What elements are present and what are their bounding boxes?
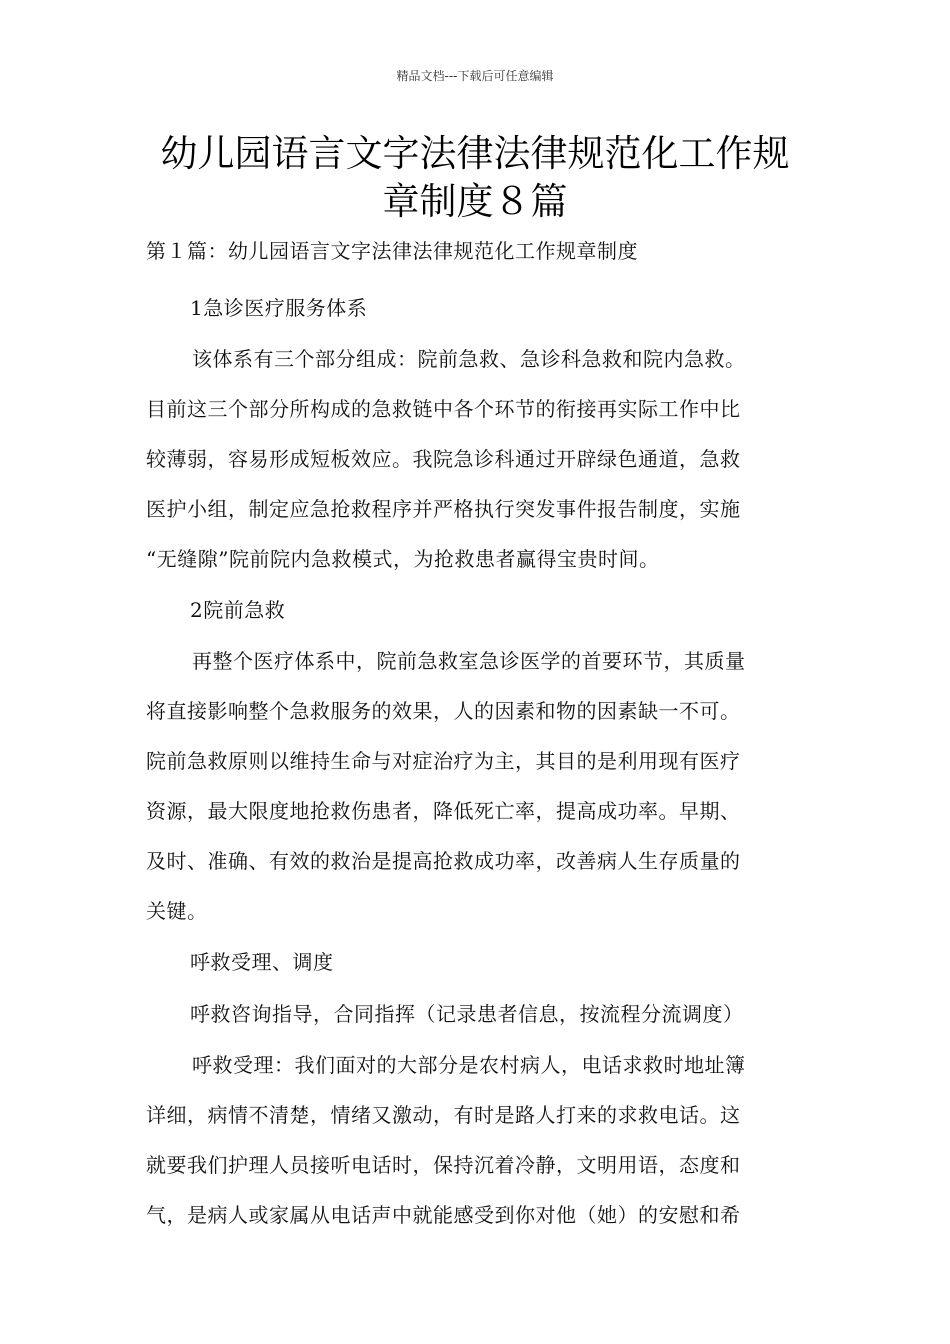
paragraph-line: 院前急救原则以维持生命与对症治疗为主，其目的是利用现有医疗 — [146, 749, 741, 773]
paragraph-line: 医护小组，制定应急抢救程序并严格执行突发事件报告制度，实施 — [146, 497, 741, 521]
paragraph-2 — [146, 636, 808, 936]
paragraph-1 — [146, 334, 808, 584]
document-body — [146, 233, 808, 1240]
paragraph-line: “无缝隙”院前院内急救模式，为抢救患者赢得宝贵时间。 — [146, 547, 660, 571]
paragraph-line: 就要我们护理人员接听电话时，保持沉着冷静，文明用语，态度和 — [146, 1153, 741, 1177]
paragraph-line: 详细，病情不清楚，情绪又激动，有时是路人打来的求救电话。这 — [146, 1103, 741, 1127]
section-heading-4: 呼救咨询指导，合同指挥（记录患者信息，按流程分流调度） — [190, 1002, 744, 1026]
paragraph-line: 该体系有三个部分组成：院前急救、急诊科急救和院内急救。 — [192, 347, 746, 371]
title-line-2: 章制度８篇 — [382, 180, 568, 223]
paragraph-line: 呼救受理：我们面对的大部分是农村病人，电话求救时地址簿 — [192, 1053, 746, 1077]
paragraph-line: 再整个医疗体系中，院前急救室急诊医学的首要环节，其质量 — [192, 649, 746, 673]
document-title — [120, 130, 830, 226]
paragraph-3 — [146, 1040, 808, 1240]
paragraph-line: 关键。 — [146, 899, 208, 923]
paragraph-line: 较薄弱，容易形成短板效应。我院急诊科通过开辟绿色通道，急救 — [146, 447, 741, 471]
paragraph-line: 气，是病人或家属从电话声中就能感受到你对他（她）的安慰和希 — [146, 1203, 741, 1227]
paragraph-line: 将直接影响整个急救服务的效果，人的因素和物的因素缺一不可。 — [146, 699, 741, 723]
section-heading-1: 1急诊医疗服务体系 — [190, 296, 368, 320]
page-header-note: 精品文档---下载后可任意编辑 — [396, 69, 554, 83]
paragraph-line: 目前这三个部分所构成的急救链中各个环节的衔接再实际工作中比 — [146, 397, 741, 421]
chapter-title: 第１篇：幼儿园语言文字法律法律规范化工作规章制度 — [146, 239, 638, 263]
paragraph-line: 资源，最大限度地抢救伤患者，降低死亡率，提高成功率。早期、 — [146, 799, 741, 823]
section-heading-2: 2院前急救 — [190, 598, 286, 622]
title-line-1: 幼儿园语言文字法律法律规范化工作规 — [160, 132, 790, 175]
paragraph-line: 及时、准确、有效的救治是提高抢救成功率，改善病人生存质量的 — [146, 849, 741, 873]
section-heading-3: 呼救受理、调度 — [190, 950, 334, 974]
